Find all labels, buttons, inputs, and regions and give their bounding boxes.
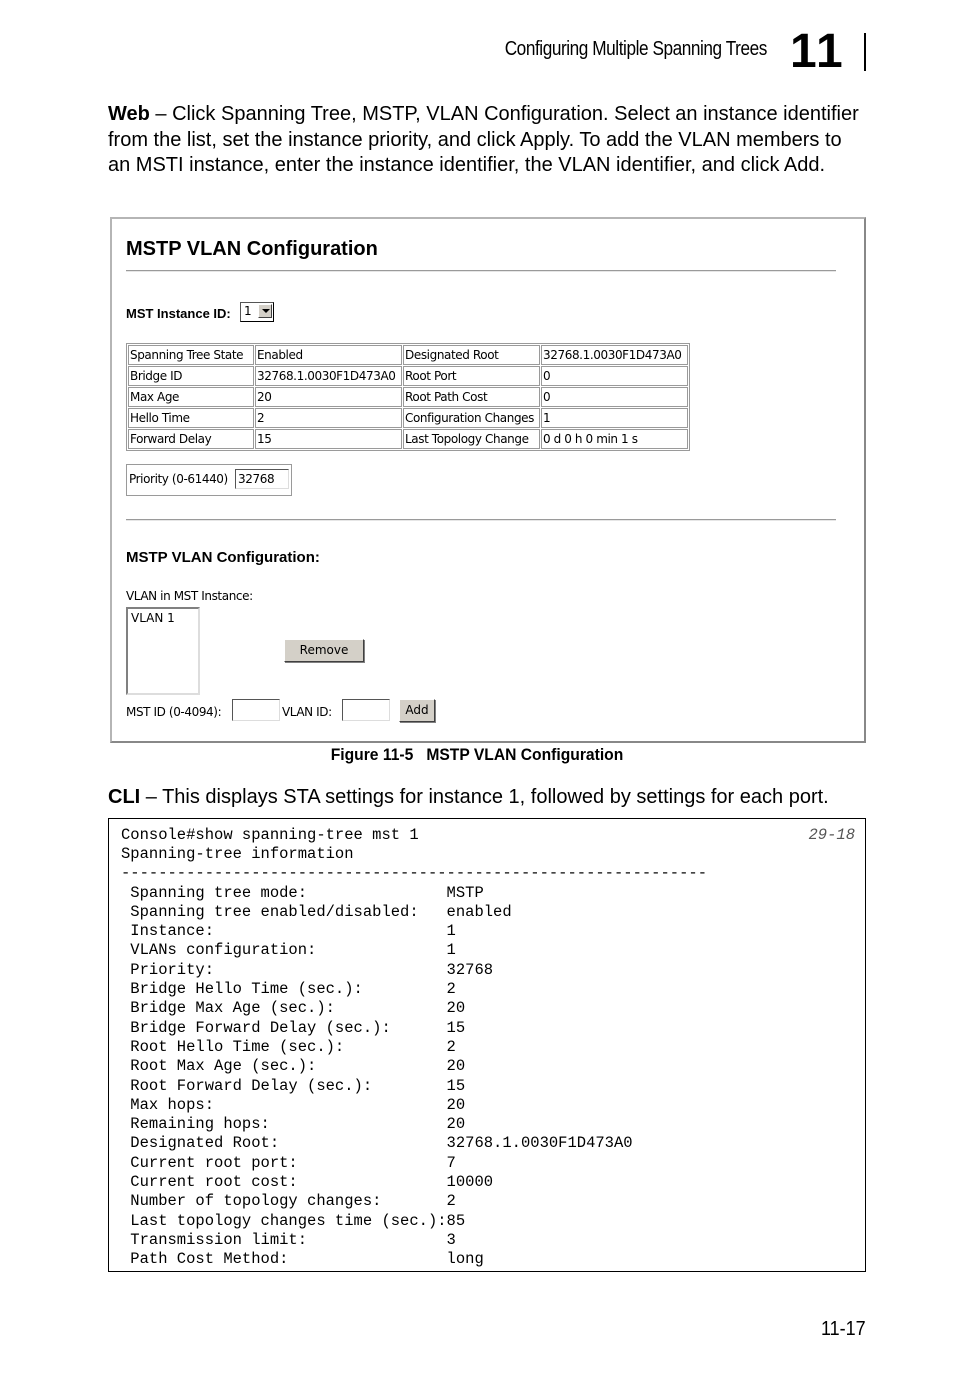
screenshot-title: MSTP VLAN Configuration xyxy=(126,238,378,260)
cli-line: Bridge Forward Delay (sec.): 15 xyxy=(121,1018,466,1037)
cli-line: Remaining hops: 20 xyxy=(121,1115,466,1134)
cli-lead: CLI xyxy=(108,786,141,808)
info-label: Designated Root xyxy=(403,345,540,365)
info-row xyxy=(128,345,688,365)
add-button[interactable]: Add xyxy=(399,699,435,722)
info-label: Hello Time xyxy=(128,408,254,428)
cli-text: – This displays STA settings for instance 1, followed by settings for each port. xyxy=(140,786,829,808)
info-value: 0 xyxy=(541,366,688,386)
mst-instance-value: 1 xyxy=(244,304,252,318)
cli-instructions xyxy=(108,785,868,811)
cli-line: Number of topology changes: 2 xyxy=(121,1192,456,1211)
vlan-list-item[interactable]: VLAN 1 xyxy=(131,611,175,625)
vlan-id-label: VLAN ID: xyxy=(282,705,332,719)
info-value: Enabled xyxy=(255,345,402,365)
info-value: 15 xyxy=(255,429,402,449)
info-value: 32768.1.0030F1D473A0 xyxy=(255,366,402,386)
cli-line: Transmission limit: 3 xyxy=(121,1230,456,1249)
cli-line: Last topology changes time (sec.):85 xyxy=(121,1211,466,1230)
mst-instance-label: MST Instance ID: xyxy=(126,306,231,321)
priority-label: Priority (0-61440) xyxy=(129,472,228,486)
section-divider xyxy=(126,519,836,521)
vlan-section-title: MSTP VLAN Configuration: xyxy=(126,549,320,566)
cli-line: VLANs configuration: 1 xyxy=(121,941,456,960)
chapter-divider xyxy=(864,33,866,71)
remove-button[interactable]: Remove xyxy=(284,639,364,662)
cli-line: Designated Root: 32768.1.0030F1D473A0 xyxy=(121,1134,633,1153)
cli-line: Bridge Max Age (sec.): 20 xyxy=(121,999,466,1018)
info-row xyxy=(128,366,688,386)
cli-line: Spanning-tree information xyxy=(121,845,354,863)
cli-line: Current root cost: 10000 xyxy=(121,1173,494,1192)
info-value: 32768.1.0030F1D473A0 xyxy=(541,345,688,365)
cli-output xyxy=(121,845,707,1270)
web-instructions xyxy=(108,102,868,179)
cli-reference: 29-18 xyxy=(808,826,855,844)
running-header-title: Configuring Multiple Spanning Trees xyxy=(504,38,767,60)
info-label: Spanning Tree State xyxy=(128,345,254,365)
cli-line: Bridge Hello Time (sec.): 2 xyxy=(121,980,456,999)
cli-line: Priority: 32768 xyxy=(121,960,494,979)
info-value: 2 xyxy=(255,408,402,428)
figure-caption-text: Figure 11-5 MSTP VLAN Configuration xyxy=(330,745,624,764)
info-label: Max Age xyxy=(128,387,254,407)
mst-id-label: MST ID (0-4094): xyxy=(126,705,222,719)
vlan-in-mst-label: VLAN in MST Instance: xyxy=(126,589,253,603)
cli-line: Root Forward Delay (sec.): 15 xyxy=(121,1076,466,1095)
vlan-listbox[interactable] xyxy=(126,607,200,695)
cli-line: Path Cost Method: long xyxy=(121,1250,484,1269)
info-label: Bridge ID xyxy=(128,366,254,386)
info-label: Last Topology Change xyxy=(403,429,540,449)
info-value: 1 xyxy=(541,408,688,428)
top-divider xyxy=(126,270,836,272)
cli-line: Root Max Age (sec.): 20 xyxy=(121,1057,466,1076)
info-row xyxy=(128,408,688,428)
chevron-down-icon[interactable] xyxy=(258,304,272,318)
cli-command: Console#show spanning-tree mst 1 xyxy=(121,826,419,844)
info-value: 0 xyxy=(541,387,688,407)
mstp-vlan-config-screenshot xyxy=(110,217,866,743)
mst-instance-select[interactable] xyxy=(240,302,274,322)
cli-output-box xyxy=(108,818,866,1272)
info-row xyxy=(128,429,688,449)
mst-id-input[interactable] xyxy=(232,699,280,721)
info-value: 20 xyxy=(255,387,402,407)
cli-line: Spanning tree enabled/disabled: enabled xyxy=(121,902,512,921)
info-label: Root Path Cost xyxy=(403,387,540,407)
info-value: 0 d 0 h 0 min 1 s xyxy=(541,429,688,449)
figure-caption xyxy=(0,745,954,765)
info-label: Forward Delay xyxy=(128,429,254,449)
cli-line: --------------------------------------------------------------- xyxy=(121,864,707,883)
cli-line: Max hops: 20 xyxy=(121,1095,466,1114)
priority-group xyxy=(126,464,292,496)
info-label: Configuration Changes xyxy=(403,408,540,428)
cli-line: Spanning tree mode: MSTP xyxy=(121,883,484,902)
cli-line: Root Hello Time (sec.): 2 xyxy=(121,1037,456,1056)
cli-line: Current root port: 7 xyxy=(121,1153,456,1172)
web-text: – Click Spanning Tree, MSTP, VLAN Configuration. Select an instance identifier from the list, set the instance priority, and click Apply. To add the VLAN members to an MSTI instance, enter the instance identifier, the VLAN identifier, and click Add. xyxy=(108,103,859,176)
vlan-id-input[interactable] xyxy=(342,699,390,721)
page-number: 11-17 xyxy=(821,1318,866,1340)
cli-line: Instance: 1 xyxy=(121,922,456,941)
web-lead: Web xyxy=(108,103,150,125)
priority-input[interactable] xyxy=(235,469,289,489)
info-row xyxy=(128,387,688,407)
info-label: Root Port xyxy=(403,366,540,386)
chapter-number: 11 xyxy=(790,25,845,78)
spanning-tree-info-table xyxy=(126,343,690,451)
priority-value: 32768 xyxy=(238,472,275,486)
